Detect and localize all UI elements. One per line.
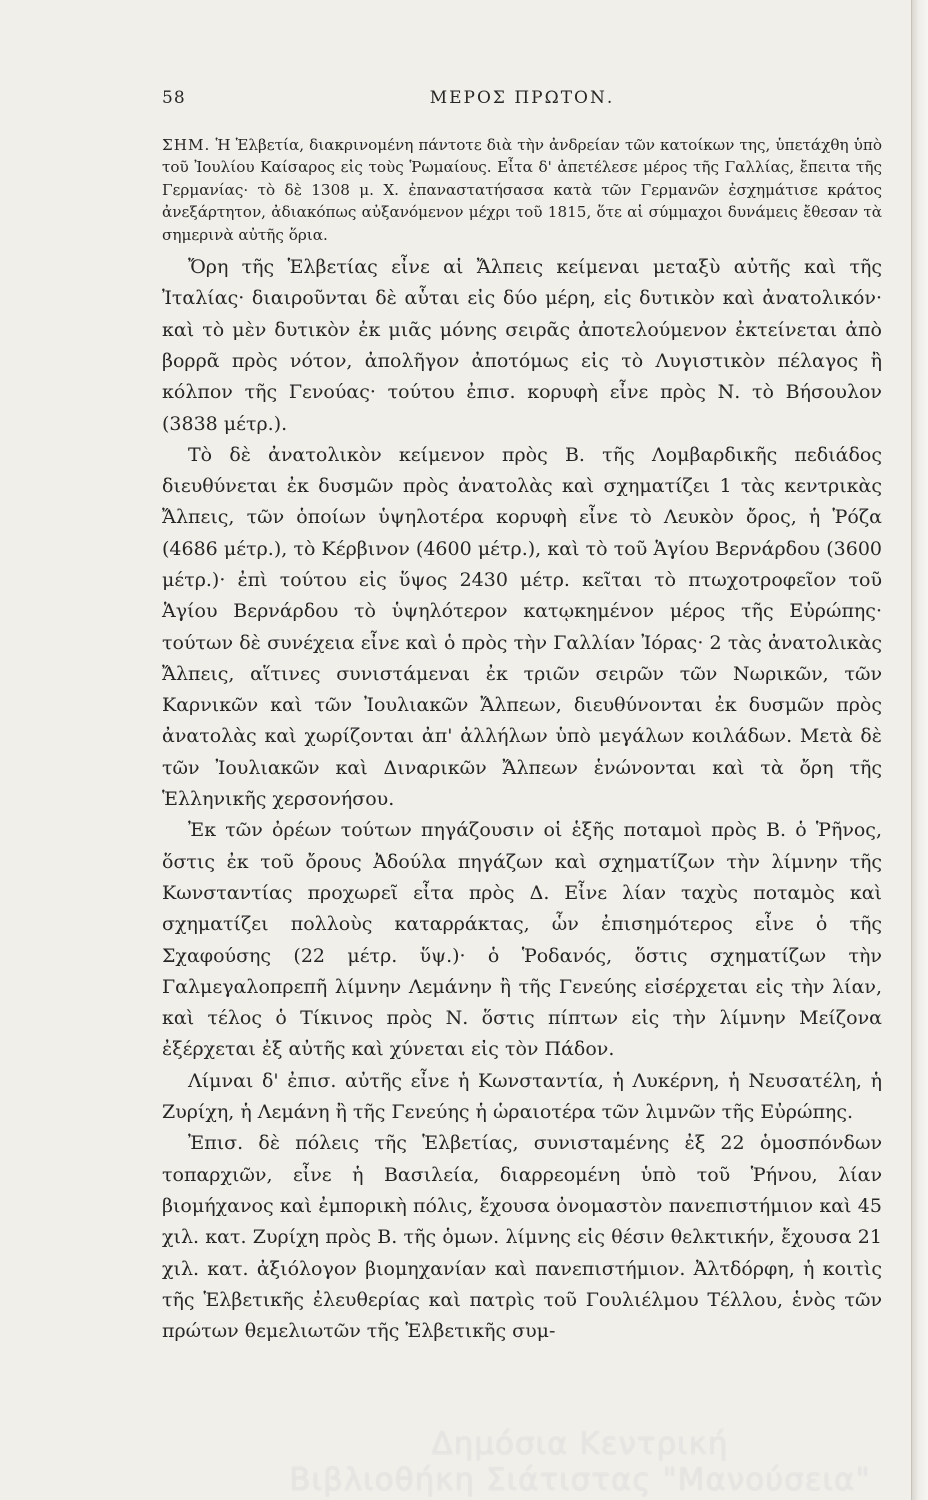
footnote-block xyxy=(162,134,882,246)
paragraph-rivers: Ἐκ τῶν ὀρέων τούτων πηγάζουσιν οἱ ἑξῆς ποταμοὶ πρὸς Β. ὁ Ῥῆνος, ὅστις ἐκ τοῦ ὄρους Ἀδούλα πηγάζων καὶ σχηματίζων τὴν λίμνην τῆς Κωνσταντίας προχωρεῖ εἶτα πρὸς Δ. Εἶνε λίαν ταχὺς ποταμὸς καὶ σχηματίζει πολλοὺς καταρράκτας, ὧν ἐπισημότερος εἶνε ὁ τῆς Σχαφούσης (22 μέτρ. ὕψ.)· ὁ Ῥοδανός, ὅστις σχηματίζων τὴν Γαλμεγαλοπρεπῆ λίμνην Λεμάνην ἢ τῆς Γενεύης εἰσέρχεται εἰς τὴν λίαν, καὶ τέλος ὁ Τίκινος πρὸς Ν. ὅστις πίπτων εἰς τὴν λίμνην Μείζονα ἐξέρχεται ἐξ αὐτῆς καὶ χύνεται εἰς τὸν Πάδον. xyxy=(162,819,882,1061)
paragraph-mountains: Ὄρη τῆς Ἑλβετίας εἶνε αἱ Ἄλπεις κείμεναι μεταξὺ αὐτῆς καὶ τῆς Ἰταλίας· διαιροῦνται δὲ αὗται εἰς δύο μέρη, εἰς δυτικὸν καὶ ἀνατολικόν· καὶ τὸ μὲν δυτικὸν ἐκ μιᾶς μόνης σειρᾶς ἀποτελούμενον ἐκτείνεται ἀπὸ βορρᾶ πρὸς νότον, ἀπολῆγον ἀποτόμως εἰς τὸ Λυγιστικὸν πέλαγος ἢ κόλπον τῆς Γενούας· τούτου ἐπισ. κορυφὴ εἶνε πρὸς Ν. τὸ Βήσουλον (3838 μέτρ.). xyxy=(162,256,882,435)
library-watermark xyxy=(240,1426,920,1498)
page-edge xyxy=(911,0,928,1500)
paragraph-cities: Ἐπισ. δὲ πόλεις τῆς Ἑλβετίας, συνισταμένης ἐξ 22 ὁμοσπόνδων τοπαρχιῶν, εἶνε ἡ Βασιλεία, διαρρεομένη ὑπὸ τοῦ Ῥήνου, λίαν βιομήχανος καὶ ἐμπορικὴ πόλις, ἔχουσα ὀνομαστὸν πανεπιστήμιον καὶ 45 χιλ. κατ. Ζυρίχη πρὸς Β. τῆς ὁμων. λίμνης εἰς θέσιν θελκτικήν, ἔχουσα 21 χιλ. κατ. ἀξιόλογον βιομηχανίαν καὶ πανεπιστήμιον. Ἀλτδόρφη, ἡ κοιτὶς τῆς Ἑλβετικῆς ἐλευθερίας καὶ πατρὶς τοῦ Γουλιέλμου Τέλλου, ἑνὸς τῶν πρώτων θεμελιωτῶν τῆς Ἑλβετικῆς συμ- xyxy=(162,1132,882,1343)
page-header xyxy=(162,88,882,118)
note-label: ΣΗΜ. xyxy=(162,136,211,154)
paragraph-eastern-alps: Τὸ δὲ ἀνατολικὸν κείμενον πρὸς Β. τῆς Λομβαρδικῆς πεδιάδος διευθύνεται ἐκ δυσμῶν πρὸς ἀνατολὰς καὶ σχηματίζει 1 τὰς κεντρικὰς Ἄλπεις, τῶν ὁποίων ὑψηλοτέρα κορυφὴ εἶνε τὸ Λευκὸν ὄρος, ἡ Ῥόζα (4686 μέτρ.), τὸ Κέρβινον (4600 μέτρ.), καὶ τὸ τοῦ Ἁγίου Βερνάρδου (3600 μέτρ.)· ἐπὶ τούτου εἰς ὕψος 2430 μέτρ. κεῖται τὸ πτωχοτροφεῖον τοῦ Ἁγίου Βερνάρδου τὸ ὑψηλότερον κατῳκημένον μέρος τῆς Εὐρώπης· τούτων δὲ συνέχεια εἶνε καὶ ὁ πρὸς τὴν Γαλλίαν Ἰόρας· 2 τὰς ἀνατολικὰς Ἄλπεις, αἵτινες συνιστάμεναι ἐκ τριῶν σειρῶν τῶν Νωρικῶν, τῶν Καρνικῶν καὶ τῶν Ἰουλιακῶν Ἄλπεων, διευθύνονται ἐκ δυσμῶν πρὸς ἀνατολὰς καὶ χωρίζονται ἀπ' ἀλλήλων ὑπὸ μεγάλων κοιλάδων. Μετὰ δὲ τῶν Ἰουλιακῶν καὶ Διναρικῶν Ἄλπεων ἑνώνονται καὶ τὰ ὄρη τῆς Ἑλληνικῆς χερσονήσου. xyxy=(162,443,882,811)
watermark-line-2: Βιβλιοθήκη Σιάτιστας "Μανούσεια" xyxy=(289,1462,871,1498)
page-number: 58 xyxy=(162,88,186,108)
paragraph-lakes: Λίμναι δ' ἐπισ. αὐτῆς εἶνε ἡ Κωνσταντία, ἡ Λυκέρνη, ἡ Νευσατέλη, ἡ Ζυρίχη, ἡ Λεμάνη ἢ τῆς Γενεύης ἡ ὡραιοτέρα τῶν λιμνῶν τῆς Εὐρώπης. xyxy=(162,1069,882,1124)
watermark-line-1: Δημόσια Κεντρική xyxy=(431,1426,729,1462)
book-page xyxy=(162,88,882,1347)
running-title: ΜΕΡΟΣ ΠΡΩΤΟΝ. xyxy=(429,88,615,108)
note-text: Ἡ Ἑλβετία, διακρινομένη πάντοτε διὰ τὴν ἀνδρείαν τῶν κατοίκων της, ὑπετάχθη ὑπὸ τοῦ Ἰουλίου Καίσαρος εἰς τοὺς Ῥωμαίους. Εἶτα δ' ἀπετέλεσε μέρος τῆς Γαλλίας, ἔπειτα τῆς Γερμανίας· τὸ δὲ 1308 μ. Χ. ἐπαναστατήσασα κατὰ τῶν Γερμανῶν ἐσχημάτισε κράτος ἀνεξάρτητον, ἀδιακόπως αὐξανόμενον μέχρι τοῦ 1815, ὅτε αἱ σύμμαχοι δυνάμεις ἔθεσαν τὰ σημερινὰ αὐτῆς ὅρια. xyxy=(162,136,882,244)
